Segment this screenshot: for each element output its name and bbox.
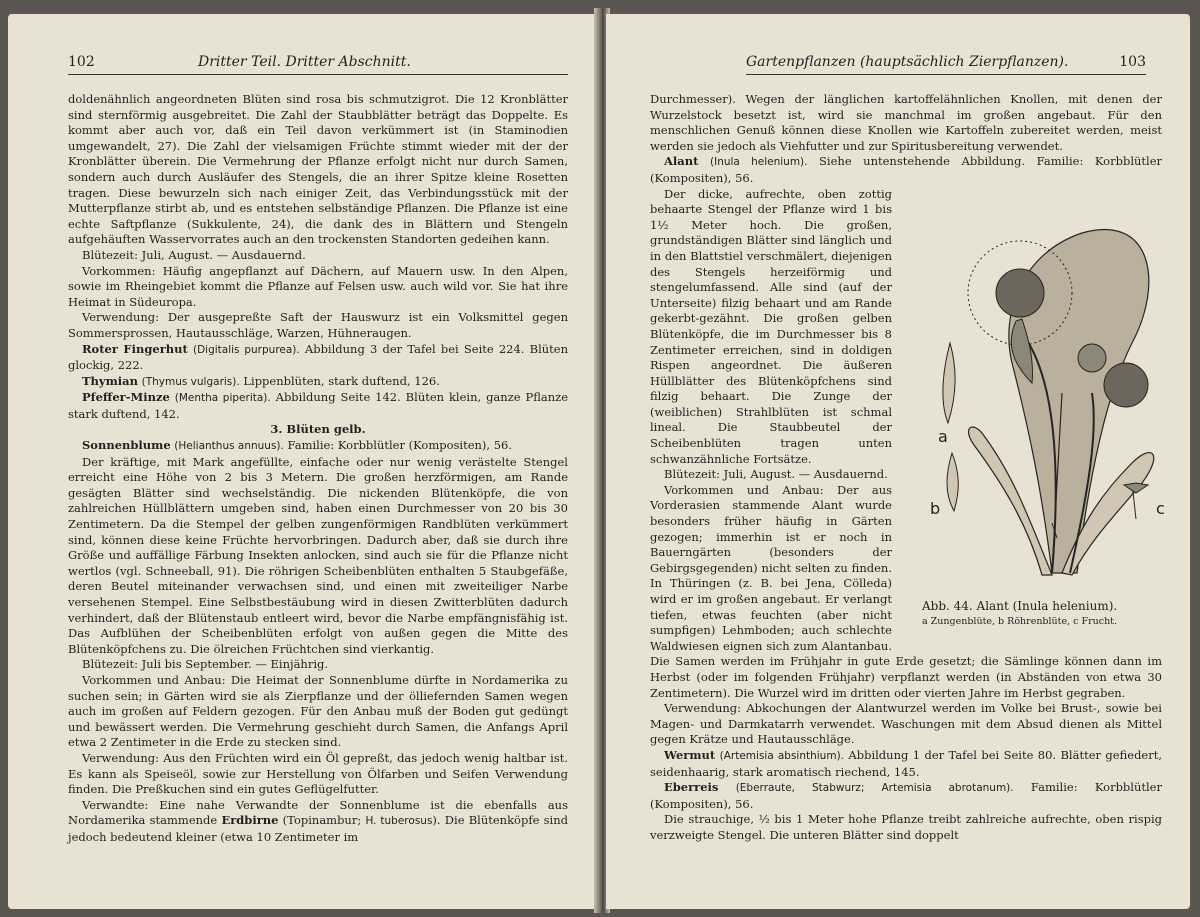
running-title-right: Gartenpflanzen (hauptsächlich Zierpflanzen).: [746, 54, 1069, 70]
entry-family: Familie: Korbblütler (Kompositen), 56.: [283, 438, 513, 453]
entry-name: Wermut: [664, 747, 716, 762]
paragraph: Die strauchige, ½ bis 1 Meter hohe Pflanze treibt zahlreiche aufrechte, oben rispig verzweigte Stengel. Die unteren Blätter sind doppelt: [650, 812, 1162, 842]
paragraph: Blütezeit: Juli, August. — Ausdauernd.: [664, 467, 888, 482]
entry-latin: (Helianthus annuus).: [174, 440, 284, 453]
running-title-left: Dritter Teil. Dritter Abschnitt.: [198, 54, 411, 70]
entry-text: Abbildung 3 der Tafel bei Seite 224. Blüten glockig, 222.: [68, 341, 568, 373]
figure-label-b: b: [930, 498, 941, 518]
running-head-right: [746, 48, 1146, 75]
left-page: [8, 14, 598, 909]
right-page: [606, 14, 1190, 909]
text-run: ). Die Blütenköpfe sind jedoch bedeutend kleiner (etwa 10 Zentimeter im: [68, 813, 568, 844]
entry-pfefferminze: [68, 390, 568, 422]
page-number-left: 102: [68, 54, 95, 70]
entry-sonnenblume: [68, 438, 568, 455]
paragraph: Verwendung: Abkochungen der Alantwurzel werden im Volke bei Brust-, sowie bei Magen- und Darmkatarrh verwendet. Waschungen mit dem Absud dienen als Mittel gegen Krätze und Hautausschläge.: [650, 701, 1162, 747]
entry-text: Lippenblüten, stark duftend, 126.: [239, 373, 440, 388]
paragraph: doldenähnlich angeordneten Blüten sind rosa bis schmutzigrot. Die 12 Kronblätter sind sternförmig ausgebreitet. Die Zahl der Staubblätter beträgt das Doppelte. Es kommt aber auch vor, daß ein Teil davon verkümmert ist (in Staminodien umgewandelt, 27). Die Zahl der vielsamigen Früchte stimmt wieder mit der der Kronblätter überein. Die Vermehrung der Pflanze erfolgt nicht nur durch Samen, sondern auch durch Ausläufer des Stengels, die an ihrer Spitze kleine Rosetten tragen. Diese bewurzeln sich nach einiger Zeit, das Verbindungsstück mit der Mutterpflanze stirbt ab, und es entstehen selbständige Pflanzen. Die Pflanze ist eine echte Saftpflanze (Sukkulente, 24), die dank des in Blättern und Stengeln aufgehäuften Wasservorrates auch an den trockensten Standorten gedeihen kann.: [68, 92, 568, 247]
entry-latin: (Mentha piperita).: [174, 392, 271, 405]
alant-illustration: [902, 193, 1176, 593]
paragraph-relatives: [68, 798, 568, 846]
entry-latin: (Eberraute, Stabwurz; Artemisia abrotanum).: [735, 782, 1014, 795]
entry-latin: (Digitalis purpurea).: [192, 343, 300, 356]
entry-latin: (Inula helenium).: [710, 156, 808, 169]
text-run: (Topinambur;: [278, 813, 366, 828]
caption-title: Abb. 44. Alant (Inula helenium).: [922, 598, 1118, 613]
paragraph: Verwendung: Aus den Früchten wird ein Öl gepreßt, das jedoch wenig haltbar ist. Es kann als Speiseöl, sowie zur Herstellung von Ölfarben und Seifen Verwendung finden. Die Preßkuchen sind ein gutes Geflügelfutter.: [68, 750, 568, 797]
paragraph: Verwendung: Der ausgepreßte Saft der Hauswurz ist ein Volksmittel gegen Sommersprossen, Hautausschläge, Warzen, Hühneraugen.: [68, 310, 568, 340]
paragraph: Vorkommen und Anbau: Der aus Vorderasien stammende Alant wurde besonders früher häufig in Gärten gezogen; immerhin ist er noch in Bauerngärten (besonders der Gebirgsgegenden) nicht selten zu finden. In Thüringen (z. B. bei Jena, Cölleda) wird er im großen angebaut. Er verlangt tiefen, etwas feuchten (aber nicht sumpfigen) Lehmboden; auch schlechte Waldwiesen eignen sich zum Alantanbau. Die Samen werden im Frühjahr in gute Erde gesetzt; die Sämlinge können dann im Herbst (oder im folgenden Frühjahr) verpflanzt werden (in Abständen von etwa 30 Zentimetern). Die Wurzel wird im dritten oder vierten Jahre im Herbst gegraben.: [650, 482, 1162, 700]
entry-text: Abbildung 1 der Tafel bei Seite 80. Blätter gefiedert, seidenhaarig, stark aromatisch riechend, 145.: [650, 747, 1163, 779]
page-number-right: 103: [1119, 54, 1146, 70]
figure-label-c: c: [1156, 498, 1165, 518]
paragraph: Durchmesser). Wegen der länglichen kartoffelähnlichen Knollen, mit denen der Wurzelstock besetzt ist, wird sie manchmal im großen angebaut. Für den menschlichen Genuß können diese Knollen wie Kartoffeln zubereitet werden, meist werden sie jedoch als Viehfutter und zur Spiritusbereitung verwendet.: [650, 92, 1162, 153]
figure-alant: [902, 193, 1176, 645]
entry-latin: (Artemisia absinthium).: [719, 749, 845, 762]
entry-thymian: [68, 374, 568, 391]
entry-name: Thymian: [82, 373, 138, 388]
entry-name: Roter Fingerhut: [82, 341, 188, 356]
entry-wermut: [650, 748, 1162, 780]
paragraph: Blütezeit: Juli, August. — Ausdauernd.: [82, 247, 306, 262]
entry-name: Alant: [664, 154, 699, 169]
figure-label-a: a: [938, 426, 948, 446]
entry-name: Eberreis: [664, 780, 719, 795]
paragraph: Vorkommen: Häufig angepflanzt auf Dächern, auf Mauern usw. In den Alpen, sowie im Rheingebiet kommt die Pflanze auf Felsen usw. auch wild vor. Sie hat ihre Heimat in Südeuropa.: [68, 263, 568, 309]
entry-name: Sonnenblume: [82, 438, 171, 453]
paragraph: Vorkommen und Anbau: Die Heimat der Sonnenblume dürfte in Nordamerika zu suchen sein; in Gärten wird sie als Zierpflanze und der ölliefernden Samen wegen auch im großen auf Feldern gezogen. Für den Anbau muß der Boden gut gedüngt und bewässert werden. Die Vermehrung geschieht durch Samen, die Anfangs April etwa 2 Zentimeter in die Erde zu stecken sind.: [68, 672, 568, 750]
text-run: Verwandte: Eine nahe Verwandte der Sonnenblume ist die ebenfalls aus Nordamerika stammende: [68, 797, 568, 828]
entry-latin: H. tuberosus: [365, 815, 433, 828]
entry-latin: (Thymus vulgaris).: [141, 375, 240, 388]
section-heading: 3. Blüten gelb.: [270, 422, 366, 437]
paragraph: Der dicke, aufrechte, oben zottig behaarte Stengel der Pflanze wird 1 bis 1½ Meter hoch. Die großen, grundständigen Blätter sind länglich und in den Blattstiel verschmälert, diejenigen des Stengels herzeiförmig und stengelumfassend. Alle sind (auf der Unterseite) filzig behaart und am Rande gekerbt-gezähnt. Die großen gelben Blütenköpfe, die im Durchmesser bis 8 Zentimeter erreichen, sind in doldigen Rispen angeordnet. Die äußeren Hüllblätter des Blütenköpfchens sind filzig behaart. Die Zunge der (weiblichen) Strahlblüten ist schmal lineal. Die Staubbeutel der Scheibenblüten tragen unten schwanzähnliche Fortsätze.: [650, 186, 892, 466]
entry-fingerhut: [68, 342, 568, 374]
entry-alant: [650, 154, 1162, 186]
entry-eberreis: [650, 780, 1162, 812]
entry-text: Familie: Korbblütler (Kompositen), 56.: [650, 780, 1162, 811]
figure-caption: [922, 599, 1172, 629]
running-head-left: [68, 48, 568, 75]
paragraph: Der kräftige, mit Mark angefüllte, einfache oder nur wenig verästelte Stengel erreicht eine Höhe von 2 bis 3 Metern. Die großen herzförmigen, am Rande gesägten Blätter sind wechselständig. Die nickenden Blütenköpfe, die von zahlreichen Hüllblättern umgeben sind, haben einen Durchmesser von 20 bis 30 Zentimetern. Da die Stempel der gelben zungenförmigen Randblüten verkümmert sind, können diese keine Früchte hervorbringen. Dadurch aber, daß sie durch ihre Größe und auffällige Färbung Insekten anlocken, sind auch sie für die Pflanze nicht wertlos (vgl. Schneeball, 91). Die röhrigen Scheibenblüten enthalten 5 Staubgefäße, deren Beutel miteinander verwachsen sind, und einen mit zweiteiliger Narbe versehenen Stempel. Eine Selbstbestäubung wird in diesen Zwitterblüten dadurch verhindert, daß der Blütenstaub entleert wird, bevor die Narbe empfängnisfähig ist. Das Aufblühen der Scheibenblüten erfolgt von außen gegen die Mitte des Blütenköpfchens zu. Die ölreichen Früchtchen sind vierkantig.: [68, 454, 568, 656]
left-page-body: [68, 92, 568, 846]
right-page-body: [650, 92, 1165, 844]
paragraph: Blütezeit: Juli bis September. — Einjährig.: [82, 657, 329, 672]
entry-name: Erdbirne: [221, 813, 279, 828]
entry-text: Abbildung Seite 142. Blüten klein, ganze Pflanze stark duftend, 142.: [68, 390, 568, 421]
entry-text: Siehe untenstehende Abbildung. Familie: Korbblütler (Kompositen), 56.: [650, 154, 1163, 185]
caption-legend: a Zungenblüte, b Röhrenblüte, c Frucht.: [922, 615, 1118, 627]
entry-name: Pfeffer-Minze: [82, 390, 170, 405]
